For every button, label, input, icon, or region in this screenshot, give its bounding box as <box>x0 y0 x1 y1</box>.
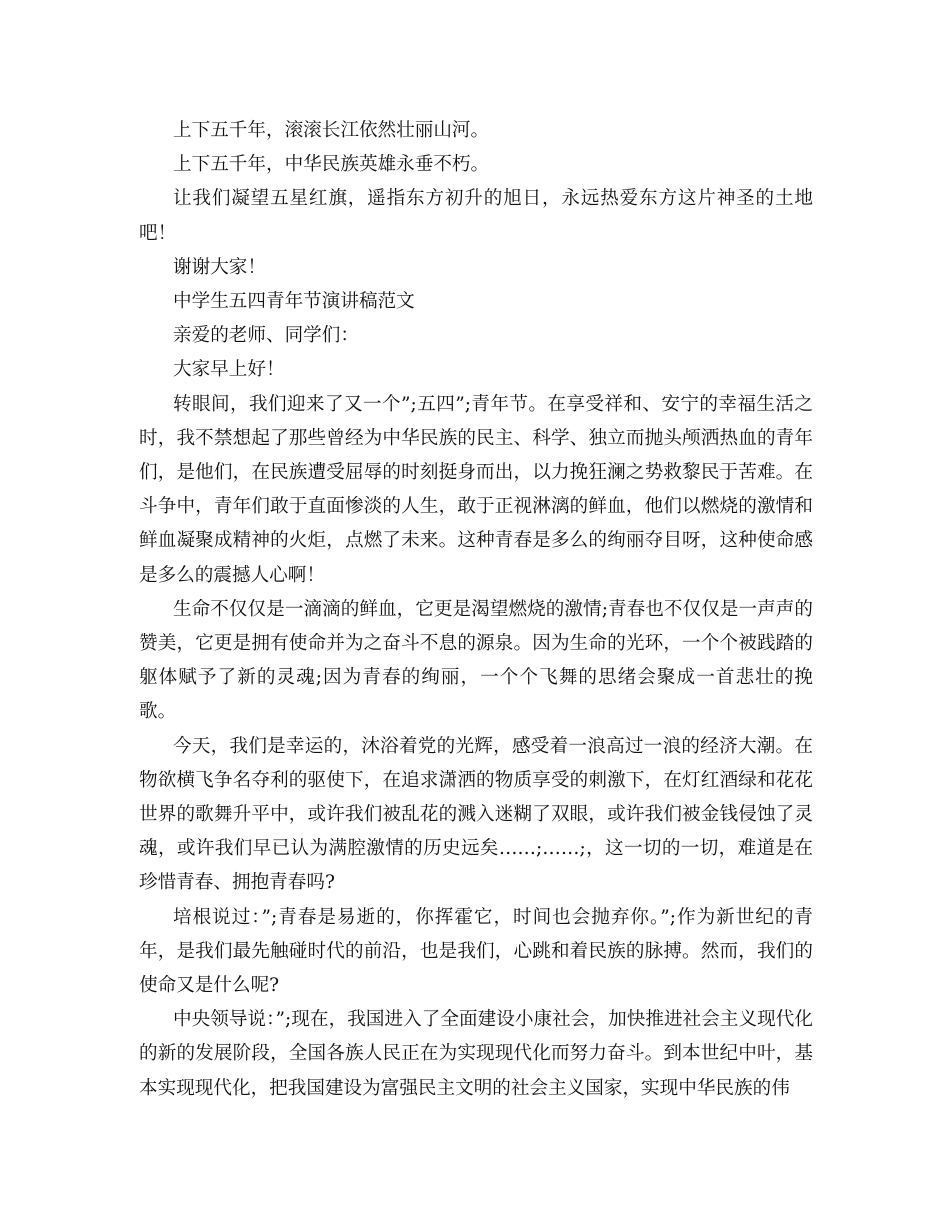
section-title: 中学生五四青年节演讲稿范文 <box>173 291 415 313</box>
paragraph: 谢谢大家！ <box>173 256 266 278</box>
greeting: 大家早上好！ <box>173 359 285 381</box>
paragraph: 培根说过：”;青春是易逝的，你挥霍它，时间也会抛弃你。”;作为新世纪的青年，是我们最先触碰时代的前沿，也是我们，心跳和着民族的脉搏。然而，我们的使命又是什么呢? <box>139 906 813 997</box>
paragraph: 转眼间，我们迎来了又一个”;五四”;青年节。在享受祥和、安宁的幸福生活之时，我不禁想起了那些曾经为中华民族的民主、科学、独立而抛头颅洒热血的青年们，是他们，在民族遭受屈辱的时刻挺身而出，以力挽狂澜之势救黎民于苦难。在斗争中，青年们敢于直面惨淡的人生，敢于正视淋漓的鲜血，他们以燃烧的激情和鲜血凝聚成精神的火炬，点燃了未来。这种青春是多么的绚丽夺目呀，这种使命感是多么的震撼人心啊！ <box>139 393 813 586</box>
paragraph: 让我们凝望五星红旗，遥指东方初升的旭日，永远热爱东方这片神圣的土地吧！ <box>139 188 813 244</box>
paragraph: 生命不仅仅是一滴滴的鲜血，它更是渴望燃烧的激情;青春也不仅仅是一声声的赞美，它更是拥有使命并为之奋斗不息的源泉。因为生命的光环，一个个被践踏的躯体赋予了新的灵魂;因为青春的绚丽，一个个飞舞的思绪会聚成一首悲壮的挽歌。 <box>139 598 813 723</box>
paragraph: 中央领导说：”;现在，我国进入了全面建设小康社会，加快推进社会主义现代化的新的发展阶段，全国各族人民正在为实现现代化而努力奋斗。到本世纪中叶，基本实现现代化，把我国建设为富强民主文明的社会主义国家，实现中华民族的伟 <box>139 1009 813 1099</box>
document-body <box>139 114 813 1106</box>
paragraph: 今天，我们是幸运的，沐浴着党的光辉，感受着一浪高过一浪的经济大潮。在物欲横飞争名夺利的驱使下，在追求潇洒的物质享受的刺激下，在灯红酒绿和花花世界的歌舞升平中，或许我们被乱花的溅入迷糊了双眼，或许我们被金钱侵蚀了灵魂，或许我们早已认为满腔激情的历史远矣……;……;，这一切的一切，难道是在珍惜青春、拥抱青春吗? <box>139 735 813 894</box>
salutation: 亲爱的老师、同学们： <box>173 325 359 347</box>
paragraph: 上下五千年，滚滚长江依然壮丽山河。 <box>173 120 490 141</box>
paragraph: 上下五千年，中华民族英雄永垂不朽。 <box>173 154 490 176</box>
